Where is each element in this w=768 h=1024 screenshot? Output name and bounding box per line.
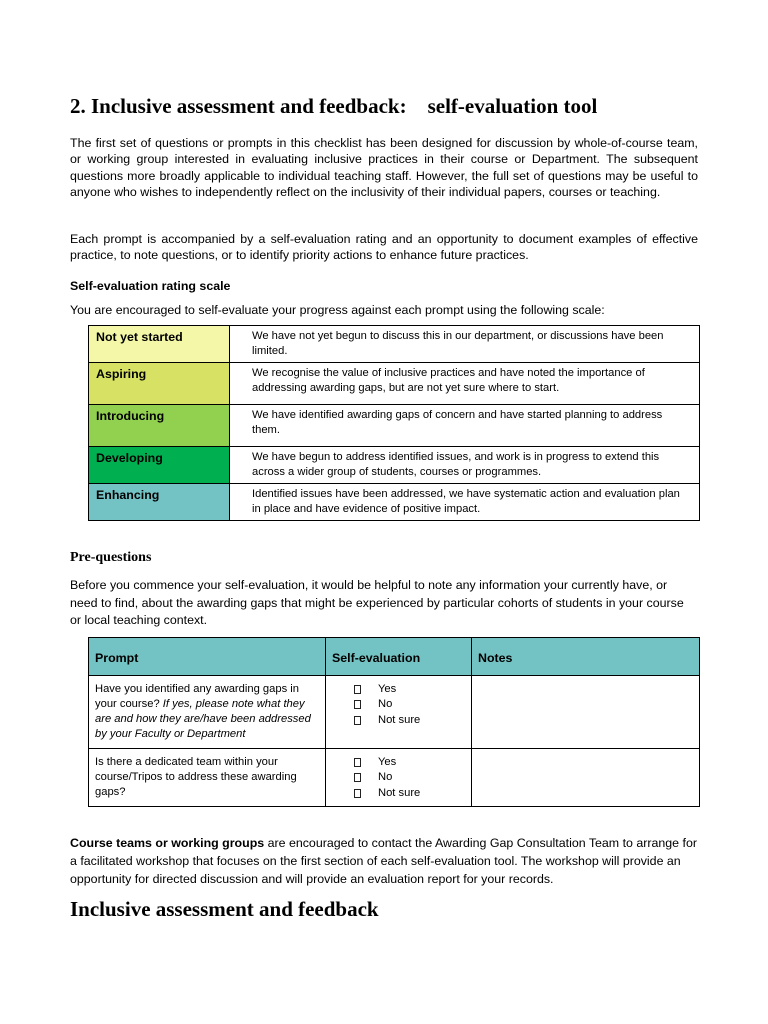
checkbox-label: No — [378, 698, 393, 711]
rating-level-description: We have identified awarding gaps of concern and have started planning to address them. — [230, 405, 700, 447]
table-row — [89, 676, 700, 749]
rating-level-description: We recognise the value of inclusive practices and have noted the importance of addressing awarding gaps, but are not yet sure where to start. — [230, 363, 700, 405]
checkbox-icon[interactable] — [354, 789, 361, 798]
rating-level-name: Developing — [89, 447, 230, 484]
page-title-main: 2. Inclusive assessment and feedback: — [70, 94, 407, 118]
rating-level-name: Aspiring — [89, 363, 230, 405]
rating-level-row — [89, 326, 700, 363]
checkbox-option[interactable] — [354, 682, 471, 697]
rating-level-row — [89, 484, 700, 521]
checkbox-option[interactable] — [354, 770, 471, 785]
closing-paragraph — [70, 834, 698, 888]
checkbox-icon[interactable] — [354, 700, 361, 709]
checkbox-label: Not sure — [378, 713, 421, 726]
closing-text: are encouraged to contact the Awarding Gap Consultation Team to arrange for a facilitated workshop that focuses on the first section of each self-evaluation tool. The workshop will provide an opportunity for directed discussion and will provide an evaluation report for your records. — [70, 836, 697, 886]
checkbox-label: Yes — [378, 683, 397, 696]
rating-level-row — [89, 405, 700, 447]
page-title-subtitle: self-evaluation tool — [427, 94, 598, 118]
section-heading: Inclusive assessment and feedback — [70, 897, 379, 921]
pre-questions-heading: Pre-questions — [70, 550, 152, 565]
rating-scale-heading: Self-evaluation rating scale — [70, 279, 231, 293]
rating-level-name: Introducing — [89, 405, 230, 447]
checkbox-icon[interactable] — [354, 758, 361, 767]
closing-bold-lead: Course teams or working groups — [70, 836, 265, 850]
rating-level-description: We have not yet begun to discuss this in our department, or discussions have been limited. — [230, 326, 700, 363]
pre-questions-header-row — [89, 638, 700, 676]
column-header-prompt: Prompt — [89, 638, 326, 676]
column-header-self-evaluation: Self-evaluation — [326, 638, 472, 676]
checkbox-icon[interactable] — [354, 773, 361, 782]
rating-scale-table — [88, 325, 700, 521]
pre-questions-table — [88, 637, 700, 807]
checkbox-icon[interactable] — [354, 685, 361, 694]
pre-questions-intro: Before you commence your self-evaluation, it would be helpful to note any information your currently have, or need to find, about the awarding gaps that might be experienced by particular cohorts of students in your course or local teaching context. — [70, 578, 684, 627]
checkbox-label: No — [378, 771, 393, 784]
intro-paragraph-1: The first set of questions or prompts in this checklist has been designed for discussion by whole-of-course team, or working group interested in evaluating inclusive practices in their course or Department. The subsequent questions more broadly applicable to individual teaching staff. However, the full set of questions may be useful to anyone who wishes to independently reflect on the inclusivity of their individual papers, courses or teaching. — [70, 136, 698, 199]
checkbox-label: Yes — [378, 756, 397, 769]
checkbox-label: Not sure — [378, 786, 421, 799]
prompt-text: Have you identified any awarding gaps in your course? — [95, 683, 299, 710]
notes-cell[interactable] — [472, 749, 700, 807]
prompt-cell — [89, 749, 326, 807]
rating-level-description: We have begun to address identified issues, and work is in progress to extend this across a wider group of students, courses or programmes. — [230, 447, 700, 484]
page-title — [70, 94, 597, 119]
table-row — [89, 749, 700, 807]
self-evaluation-cell — [326, 676, 472, 749]
checkbox-option[interactable] — [354, 786, 471, 801]
column-header-notes: Notes — [472, 638, 700, 676]
checkbox-option[interactable] — [354, 713, 471, 728]
rating-level-row — [89, 447, 700, 484]
rating-scale-intro: You are encouraged to self-evaluate your progress against each prompt using the following scale: — [70, 303, 605, 317]
checkbox-option[interactable] — [354, 697, 471, 712]
self-evaluation-cell — [326, 749, 472, 807]
checkbox-icon[interactable] — [354, 716, 361, 725]
rating-level-name: Enhancing — [89, 484, 230, 521]
intro-paragraph-2: Each prompt is accompanied by a self-evaluation rating and an opportunity to document examples of effective practice, to note questions, or to identify priority actions to enhance future practices. — [70, 232, 698, 263]
prompt-italic-text: If yes, please note what they are and how they are/have been addressed by your Faculty or Department — [95, 698, 311, 740]
rating-level-row — [89, 363, 700, 405]
checkbox-option[interactable] — [354, 755, 471, 770]
rating-level-description: Identified issues have been addressed, we have systematic action and evaluation plan in place and have evidence of positive impact. — [230, 484, 700, 521]
prompt-text: Is there a dedicated team within your course/Tripos to address these awarding gaps? — [95, 756, 297, 798]
rating-level-name: Not yet started — [89, 326, 230, 363]
notes-cell[interactable] — [472, 676, 700, 749]
prompt-cell — [89, 676, 326, 749]
